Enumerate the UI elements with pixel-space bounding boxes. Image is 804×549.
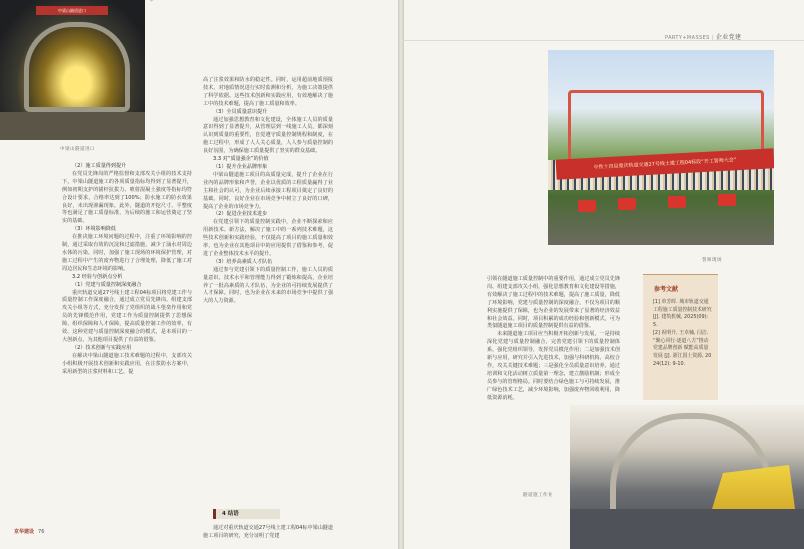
- para: （1）提升企业品牌形象: [213, 163, 268, 170]
- section-heading-conclusion: 4 结语: [213, 509, 280, 519]
- para: 中梁山隧道施工项目的高质量完成，提升了企业在行业内的品牌形象和声誉，企业以优质的工程质量赢得了业主和社会的认可，为企业后续承接工程项目奠定了良好的基础。同时，良好企业在市场竞争中树立了良好的口碑，提高了企业的市场竞争力。: [203, 171, 333, 210]
- para: （2）施工质量得到提升: [72, 163, 127, 169]
- reference-item: [2] 祝明升, 王卓楠, 闫洁. “聚心同行·逐道八方”推动党建品牌创新 赋能高质量发展 [J]. 浙江国土资源, 2024(12): 9-10.: [653, 329, 712, 367]
- para: （3）环境影响降低: [72, 226, 116, 233]
- flag-shape: [668, 196, 686, 208]
- para: （3）培养高素质人才队伍: [213, 258, 273, 265]
- page-gutter: [398, 0, 404, 549]
- tunnel-sign: 中梁山隧道进口: [36, 6, 108, 15]
- para: 通过参与党建引领下的质量控制工作，施工人员的质量意识、技术水平和管理能力得到了锻炼和提高，企业培养了一批高素质的人才队伍，为企业的可持续发展提供了人才保障。同时，也为企业在未来的市场竞争中提供了强大的人力资源。: [203, 266, 333, 305]
- flag-shape: [578, 200, 596, 212]
- body-column-2-bottom: [203, 525, 333, 541]
- references-box: [643, 274, 718, 400]
- photo-caption-2: 誓师现场: [702, 258, 722, 263]
- running-header: PARTY+MASSES | 企业党建: [665, 34, 742, 41]
- body-column-1: [62, 163, 192, 376]
- para: 在解决中梁山隧道施工技术难题的过程中，支部攻关小组积极开展技术创新和实践应用，在注浆防水方案中，采用新型的注浆材料和工艺，提: [62, 352, 192, 375]
- tunnel-ground: [0, 112, 145, 140]
- body-column-3: [487, 276, 620, 403]
- header-rule: [402, 40, 804, 41]
- para: （3）全员质量意识提升: [213, 108, 268, 115]
- para: 在党员先锋岗的严格监督和支部攻关小组的技术支持下，中梁山隧道施工的各项质量指标均得到了显著提升，例如初期支护的锚杆抗拔力、喷射混凝土强度等指标均符合设计要求，合格率达到了100%；防水施工的防水效果良好，未出现渗漏现象。此外，隧道的开挖尺寸、平整度等也满足了施工质量标准，为后续的施工和运营奠定了坚实的基础。: [62, 170, 192, 225]
- tunnel-entrance-photo: [0, 0, 145, 140]
- para: 3.3 对“质量强企”的价值: [213, 156, 269, 163]
- tunnel-arch: [24, 22, 130, 112]
- para: （2）促进企业技术进步: [213, 211, 268, 218]
- header-magazine-en: PARTY+MASSES: [665, 35, 710, 41]
- para: 通过加强思想教育和文化建设，全体施工人员的质量意识得到了显著提升，从管理层到一线施工人员，都深刻认识到质量的重要性，自觉遵守质量控制规程和制度，在施工过程中，形成了人人关心质量，人人参与质量控制的良好氛围，为确保施工质量提供了坚实的群众基础。: [203, 116, 333, 155]
- flag-shape: [618, 198, 636, 210]
- para: 3.2 经验与创新点分析: [72, 273, 123, 280]
- reference-item: [1] 单芳晖. 城市轨道交通工程施工质量控制技术研究 [J]. 建筑机械, 2025(09): 5.: [653, 299, 712, 329]
- para: 引领在隧道施工质量控制中的重要作用，通过成立党员先锋岗、组建支部攻关小组，强化思想教育和文化建设等措施，有效解决了施工过程中的技术难题，提高了施工质量，降低了环境影响，党建与质量控制的深度融合，不仅为项目的顺利实施提供了保障，也为企业的发展带来了显著的经济效益和社会效益。同时，项目积累的成功经验和创新模式，可为类似隧道施工项目的质量控制提供有益的借鉴。: [487, 276, 620, 330]
- construction-photo: [570, 405, 804, 549]
- footer-magazine: 京华建设: [14, 529, 35, 535]
- footer-page-number: 76: [38, 529, 45, 535]
- photo-caption-1: 中梁山隧道进口: [60, 147, 95, 152]
- para: （1）党建与质量控制深度融合: [72, 281, 142, 288]
- para: 在党建引领下的质量控制实践中，企业不断探索和应用新技术、新方法，解决了施工中的一系列技术难题，这些技术创新和实践经验，不仅提高了项目的施工质量和效率，也为企业在其他项目中的应用提供了借鉴和参考，促进了企业整体技术水平的提升。: [203, 219, 333, 257]
- references-title: 参考文献: [654, 286, 679, 293]
- ceremony-photo: [548, 50, 774, 245]
- body-column-2: [203, 77, 333, 306]
- para: 未来隧道施工项目应当积极开拓创新与发展，一是持续深化党建与质量控制融合，完善党建引领下的质量控制体系，强化党组织领导，发挥党员模范作用；二是加强技术创新与应用，研究并引入先进技术，加强与科研机构、高校合作，攻关关键技术难题；三是强化全员质量意识培养，通过培训和文化活动树立质量第一理念，建立激励机制；形成全员参与的管理格局。同时要结合绿色施工与可持续发展，推广绿色技术工艺，减少环境影响，加强废弃物回收利用，降低资源消耗。: [487, 331, 620, 401]
- page-footer: [14, 528, 44, 535]
- para: 通过对重庆轨道交通27号线土建工程04标中梁山隧道施工项目的研究，充分证明了党建: [203, 525, 333, 539]
- ceremony-banner: 中铁十四局重庆轨道交通27号线土建工程04标段“开工誓师大会”: [556, 148, 774, 179]
- references-list: [643, 293, 718, 368]
- para: （2）技术创新与实践应用: [72, 344, 132, 351]
- header-section: 企业党建: [715, 34, 742, 41]
- photo-caption-3: 隧道施工作业: [523, 493, 553, 498]
- para: 在推决施工环境问题的过程中，注重了环境影响的控制，通过采取有效的沉淀和过滤措施，减少了涌水对周边水体的污染。同时，加强了施工现场的环境保护管理，对施工过程中产生的废弃物进行了合理处理，降低了施工对周边居民和生态环境的影响。: [62, 234, 192, 272]
- para: 重庆轨道交通27号线土建工程04标项目将党建工作与质量控制工作深度融合，通过成立党员先锋岗、组建支部攻关小组等方式，充分发挥了党组织的战斗堡垒作用和党员的先锋模范作用，党建工作为质量控制提供了思想保障、组织保障和人才保障，提高质量控制工作的效率，有效、这种党建与质量控制深度融合的模式，是本项目的一大创新点，为其他项目提供了有益的借鉴。: [62, 289, 192, 343]
- para: 高了注浆效果和防水的稳定性。同时，运用超前地质预报技术，对地质情况进行实时监测和分析，为施工决策提供了科学依据。这些技术创新和实践应用，有效地解决了施工中的技术难题，提高了施工质量和效率。: [203, 77, 333, 107]
- tunnel-floor: [570, 509, 804, 549]
- flag-shape: [718, 194, 736, 206]
